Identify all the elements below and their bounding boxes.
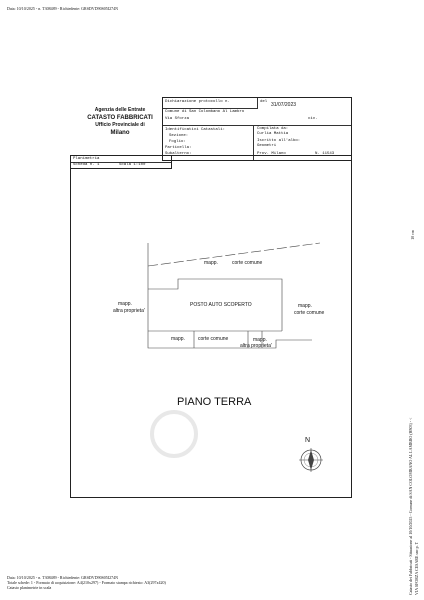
provincia: Prov. Milano xyxy=(257,152,286,156)
identificativi-label: Identificativi Catastali: xyxy=(165,128,226,132)
label-corte-bottom: corte comune xyxy=(198,336,229,342)
floor-label: PIANO TERRA xyxy=(177,396,252,408)
bottom-stamp: Data: 10/10/2025 - n. T308489 - Richiedente: GRSDVD90S05I274N xyxy=(7,575,119,580)
right-vertical-text-1: Catasto dei Fabbricati - Situazione al 10/10/2025 - Comune di SAN COLOMBANO AL LAMBRO (H803) - < xyxy=(408,417,413,595)
label-mapp-right: mapp. xyxy=(298,303,312,309)
del-label: del xyxy=(260,100,268,104)
right-vertical-text-2: VIA SFORZA CESARE snc p. T xyxy=(414,541,419,595)
plan-lines xyxy=(148,243,320,348)
subalterno-label: Subalterno: xyxy=(165,152,192,156)
civ-label: civ. xyxy=(308,117,318,121)
scheda-label: Scheda n. 1 xyxy=(73,163,100,167)
label-corte-top: corte comune xyxy=(232,260,263,266)
comune-label: Comune di San Colombano Al Lambro xyxy=(165,110,245,114)
label-posto-auto: POSTO AUTO SCOPERTO xyxy=(190,302,252,308)
label-mapp-top: mapp. xyxy=(204,260,218,266)
iscritto-label: Iscritto all'albo: xyxy=(257,139,301,143)
dichiarazione-label: Dichiarazione protocollo n. xyxy=(165,100,230,104)
particella-label: Particella: xyxy=(165,146,192,150)
foglio-label: Foglio: xyxy=(169,140,186,144)
label-altra-bottom-right: altra proprieta' xyxy=(240,343,272,349)
sezione-label: Sezione: xyxy=(169,134,189,138)
scala-label: Scala 1:100 xyxy=(119,163,146,167)
agency-city: Milano xyxy=(110,130,130,136)
label-mapp-bottom: mapp. xyxy=(171,336,185,342)
compilata-label: Compilata da: xyxy=(257,127,289,131)
label-mapp-bottom-right: mapp. xyxy=(253,337,267,343)
north-letter: N xyxy=(305,437,311,444)
albo-name: Geometri xyxy=(257,144,277,148)
declaration-date: 31/07/2023 xyxy=(271,102,297,108)
label-mapp-left: mapp. xyxy=(118,301,132,307)
label-corte-right: corte comune xyxy=(294,310,325,316)
outer-boundary xyxy=(148,243,312,348)
compilatore-name: Curlia Mattia xyxy=(257,132,289,136)
numero-albo: N. 11543 xyxy=(315,152,335,156)
north-arrow xyxy=(299,448,323,472)
agency-office: Ufficio Provinciale di xyxy=(95,122,145,128)
top-stamp: Data: 10/10/2025 - n. T308489 - Richiedente: GRSDVD90S05I274N xyxy=(7,6,119,11)
via-label: Via Sforza xyxy=(165,117,190,121)
watermark-logo xyxy=(150,410,198,458)
agency-catasto: CATASTO FABBRICATI xyxy=(87,115,153,121)
plan-title: Planimetria xyxy=(73,157,100,161)
agency-name: Agenzia delle Entrate xyxy=(94,107,146,113)
bottom-meta-1: Totale schede: 1 - Formato di acquisizione: A4(210x297) - Formato stampa richiesto: A3(297x420) xyxy=(7,580,166,585)
label-altra-left: altra proprieta' xyxy=(113,308,145,314)
right-scale-mark: 10 cm xyxy=(410,230,415,240)
bottom-meta-2: Catasto planimetrie in scala xyxy=(7,585,52,590)
